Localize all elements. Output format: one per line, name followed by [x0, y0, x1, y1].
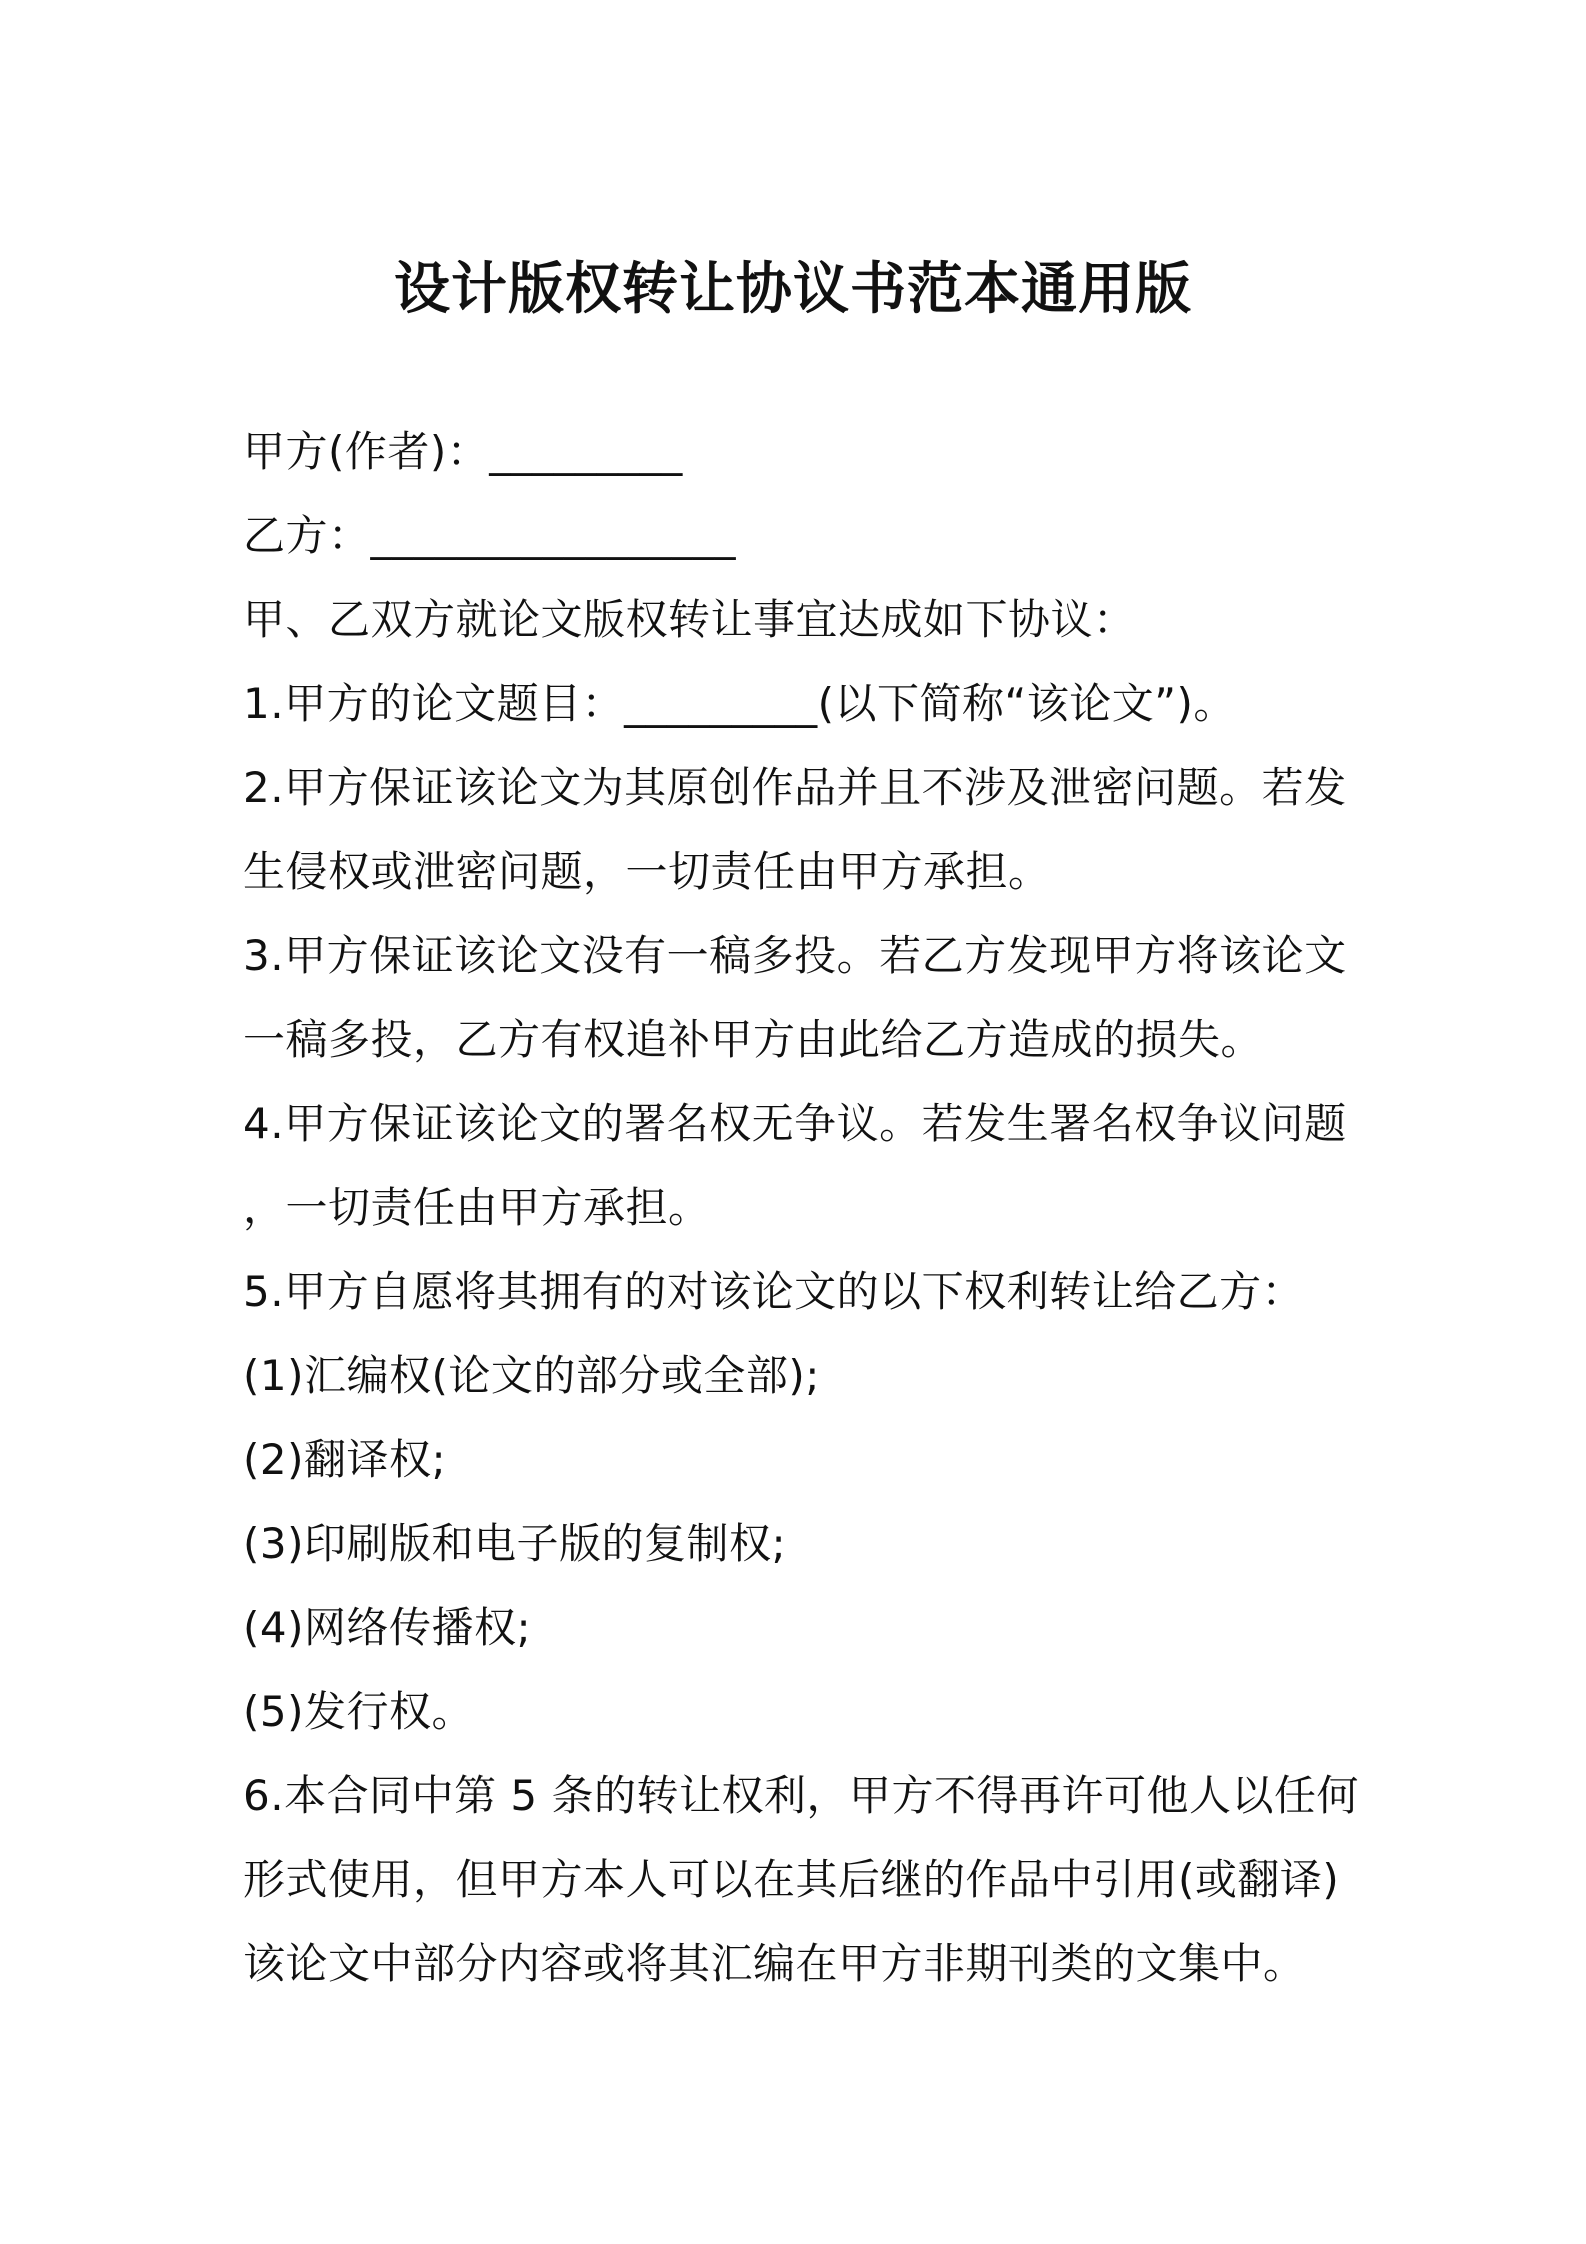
- clause-2-line-2: 生侵权或泄密问题，一切责任由甲方承担。: [243, 847, 1051, 896]
- document-body: [243, 410, 1359, 2006]
- clause-1: 1.甲方的论文题目：_________(以下简称“该论文”)。: [243, 679, 1236, 728]
- clause-4-line-1: 4.甲方保证该论文的署名权无争议。若发生署名权争议问题: [243, 1099, 1347, 1148]
- right-item-5: (5)发行权。: [243, 1687, 474, 1736]
- right-item-1: (1)汇编权(论文的部分或全部);: [243, 1351, 820, 1400]
- clause-6-line-1: 6.本合同中第 5 条的转让权利，甲方不得再许可他人以任何: [243, 1771, 1359, 1820]
- clause-2-line-1: 2.甲方保证该论文为其原创作品并且不涉及泄密问题。若发: [243, 763, 1347, 812]
- right-item-2: (2)翻译权;: [243, 1435, 447, 1484]
- agreement-intro: 甲、乙双方就论文版权转让事宜达成如下协议：: [243, 595, 1136, 644]
- clause-6-line-3: 该论文中部分内容或将其汇编在甲方非期刊类的文集中。: [243, 1939, 1306, 1988]
- clause-6-line-2: 形式使用，但甲方本人可以在其后继的作品中引用(或翻译): [243, 1855, 1340, 1904]
- right-item-3: (3)印刷版和电子版的复制权;: [243, 1519, 787, 1568]
- clause-3-line-1: 3.甲方保证该论文没有一稿多投。若乙方发现甲方将该论文: [243, 931, 1347, 980]
- document-title: 设计版权转让协议书范本通用版: [394, 257, 1192, 322]
- right-item-4: (4)网络传播权;: [243, 1603, 532, 1652]
- clause-3-line-2: 一稿多投，乙方有权追补甲方由此给乙方造成的损失。: [243, 1015, 1264, 1064]
- party-a-line: 甲方(作者)：_________: [243, 427, 683, 476]
- clause-4-line-2: ，一切责任由甲方承担。: [243, 1183, 711, 1232]
- party-b-line: 乙方：_________________: [243, 511, 737, 560]
- clause-5: 5.甲方自愿将其拥有的对该论文的以下权利转让给乙方：: [243, 1267, 1305, 1316]
